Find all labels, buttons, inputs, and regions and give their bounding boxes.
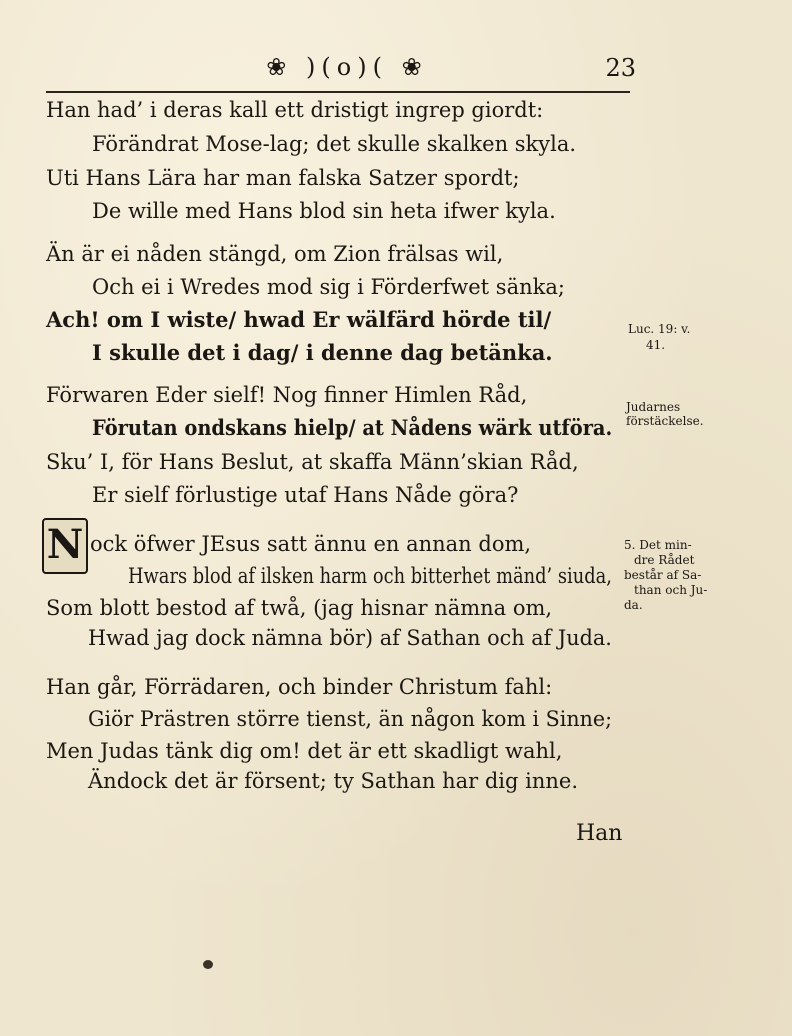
verse-line: Förändrat Mose-lag; det skulle skalken skyla.	[92, 132, 577, 156]
header-ornament: ❀ )(o)( ❀	[266, 53, 428, 81]
verse-line: Men Judas tänk dig om! det är ett skadligt wahl,	[46, 739, 563, 763]
margin-note-luke-verse: 41.	[646, 338, 666, 352]
verse-line: Och ei i Wredes mod sig i Förderfwet sänka;	[92, 275, 565, 299]
verse-line: Ändock det är försent; ty Sathan har dig inne.	[88, 769, 579, 793]
verse-line: Förutan ondskans hielp/ at Nådens wärk utföra.	[92, 415, 613, 440]
margin-note-judarnes: Judarnes	[626, 400, 681, 414]
header-rule	[46, 91, 630, 93]
catchword: Han	[576, 821, 623, 846]
ink-speck	[203, 960, 213, 969]
verse-line: I skulle det i dag/ i denne dag betänka.	[92, 340, 553, 365]
verse-line: Som blott bestod af twå, (jag hisnar nämna om,	[46, 596, 553, 620]
margin-note-radet: består af Sa-	[624, 568, 702, 582]
verse-line: Förwaren Eder sielf! Nog finner Himlen Råd,	[46, 383, 528, 407]
margin-note-radet: dre Rådet	[634, 553, 695, 567]
margin-note-luke: Luc. 19: v.	[628, 322, 691, 336]
verse-line: ock öfwer JEsus satt ännu en annan dom,	[90, 532, 532, 556]
verse-line: Giör Prästren större tienst, än någon kom i Sinne;	[88, 707, 613, 731]
verse-line: Hwars blod af ilsken harm och bitterhet mänd’ siuda,	[128, 564, 612, 588]
verse-line: Ach! om I wiste/ hwad Er wälfärd hörde til/	[46, 307, 552, 332]
verse-line: Hwad jag dock nämna bör) af Sathan och af Juda.	[88, 626, 612, 650]
verse-line: Han had’ i deras kall ett dristigt ingrep giordt:	[46, 98, 544, 122]
margin-note-radet: 5. Det min-	[624, 538, 692, 552]
drop-cap: N	[42, 518, 88, 574]
margin-note-radet: da.	[624, 598, 643, 612]
verse-line: Han går, Förrädaren, och binder Christum fahl:	[46, 675, 553, 699]
page-number: 23	[605, 54, 636, 82]
verse-line: De wille med Hans blod sin heta ifwer kyla.	[92, 199, 556, 223]
verse-line: Er sielf förlustige utaf Hans Nåde göra?	[92, 483, 519, 507]
verse-line: Än är ei nåden stängd, om Zion frälsas wil,	[46, 242, 504, 266]
margin-note-radet: than och Ju-	[634, 583, 708, 597]
verse-line: Sku’ I, för Hans Beslut, at skaffa Männ’skian Råd,	[46, 450, 579, 474]
margin-note-judarnes: förstäckelse.	[626, 414, 704, 428]
verse-line: Uti Hans Lära har man falska Satzer spordt;	[46, 166, 520, 190]
